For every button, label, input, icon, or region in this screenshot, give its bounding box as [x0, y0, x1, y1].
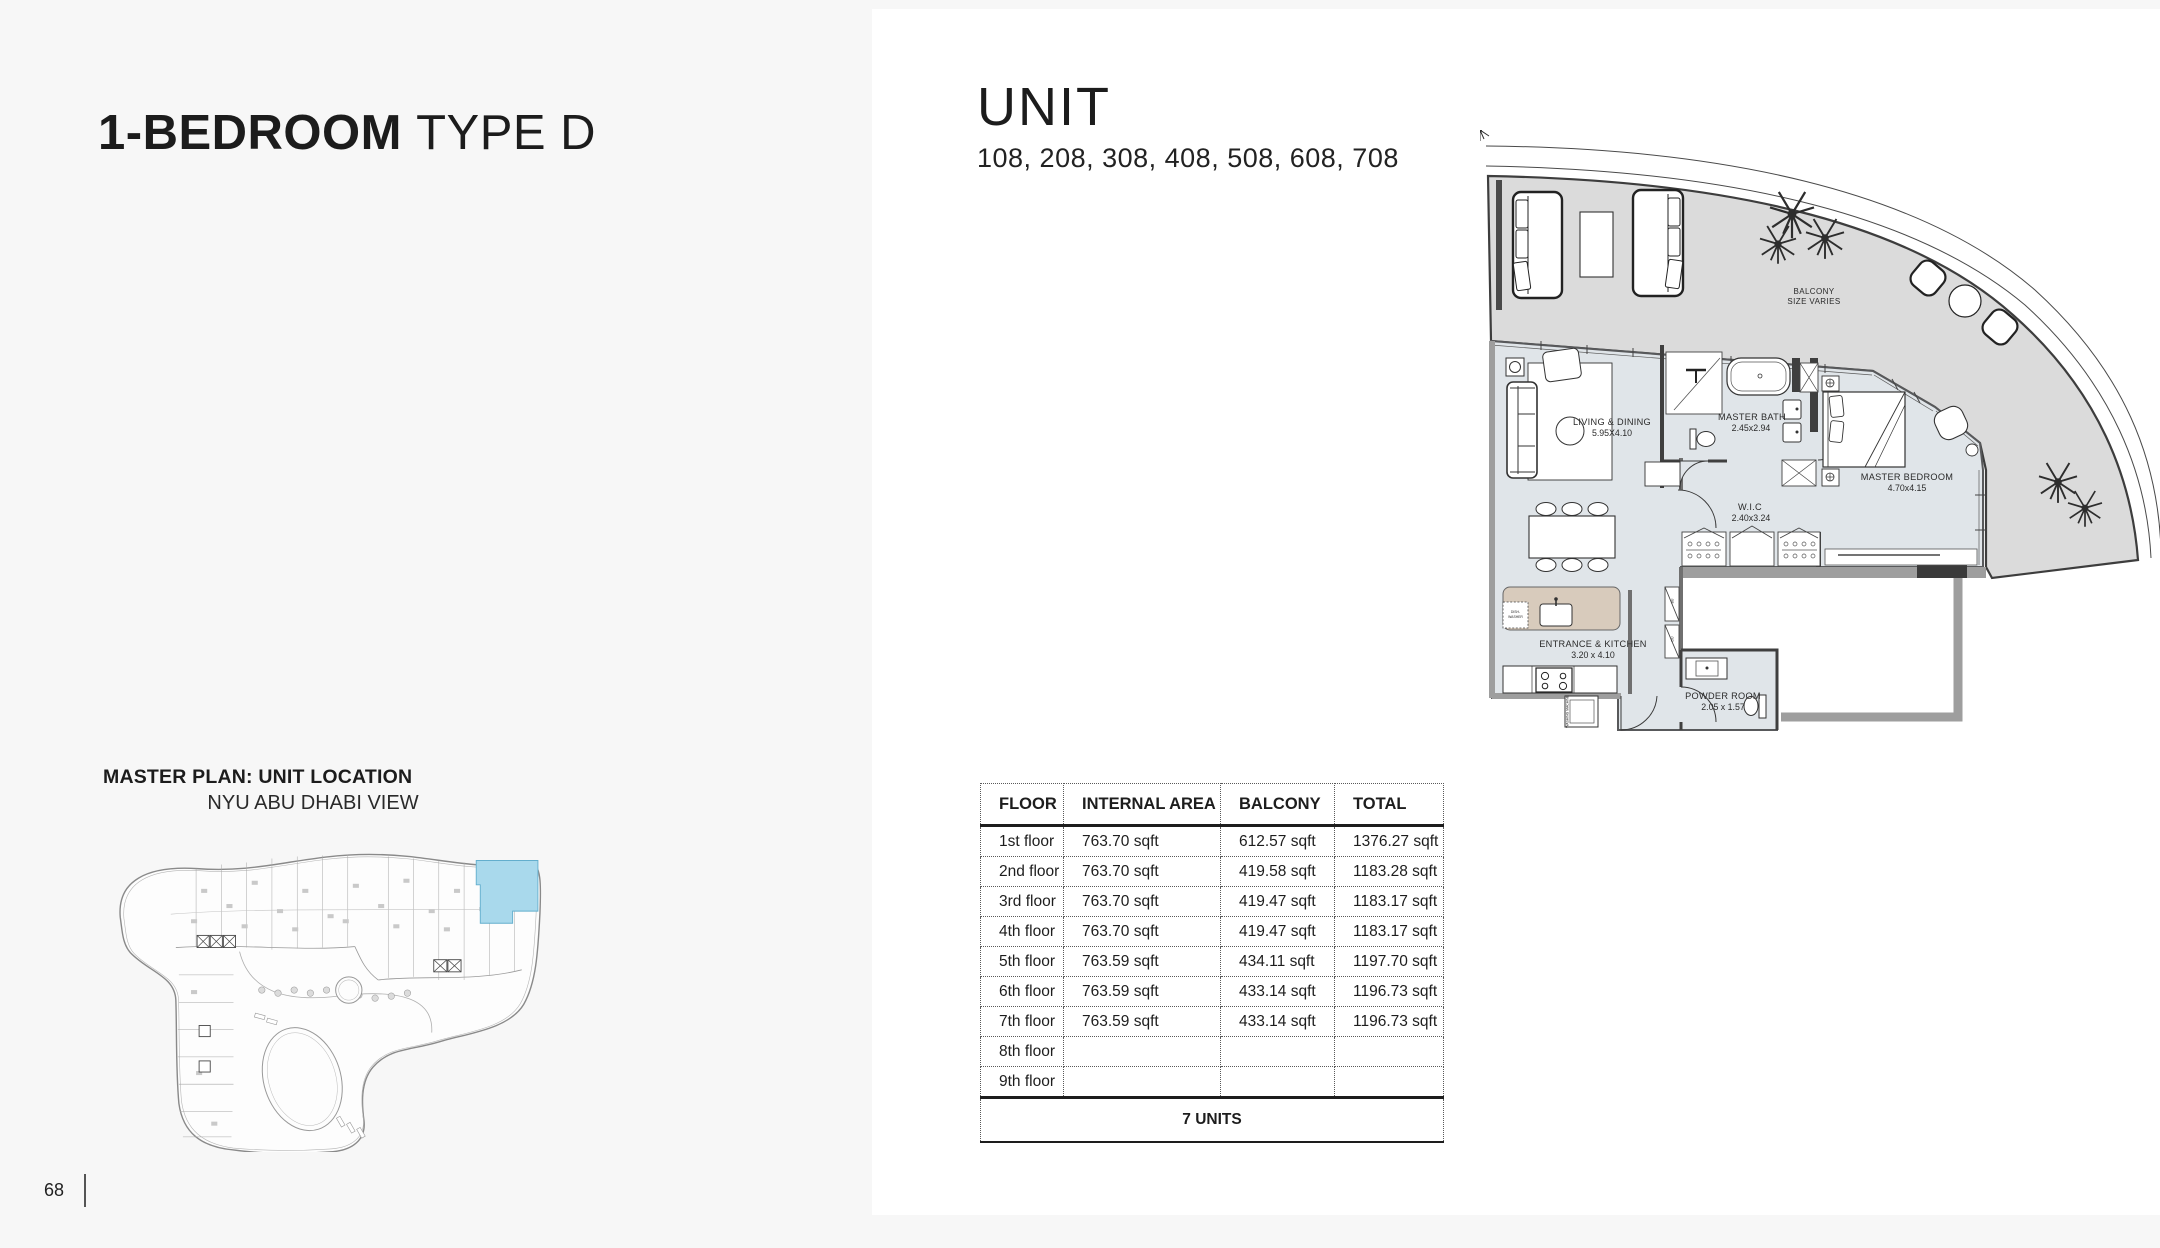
table-row	[981, 1037, 1444, 1067]
table-cell: 433.14 sqft	[1221, 1007, 1335, 1037]
table-cell: 6th floor	[981, 977, 1064, 1007]
table-cell	[1335, 1067, 1444, 1098]
table-cell: 434.11 sqft	[1221, 947, 1335, 977]
balcony-sofa-left	[1513, 192, 1562, 298]
area-table	[980, 783, 1444, 1143]
col-header-total: TOTAL	[1335, 784, 1444, 826]
col-header-internal: INTERNAL AREA	[1064, 784, 1221, 826]
kitchen-south-wall	[1492, 693, 1621, 699]
balcony-sofa-right	[1633, 190, 1683, 296]
table-row	[981, 1007, 1444, 1037]
table-footer-cell: 7 UNITS	[981, 1098, 1444, 1143]
table-row	[981, 977, 1444, 1007]
room-powder-name: POWDER ROOM	[1685, 691, 1761, 701]
table-cell: 419.47 sqft	[1221, 887, 1335, 917]
table-cell	[1221, 1037, 1335, 1067]
unit-heading: UNIT	[977, 77, 1111, 137]
table-cell: 7th floor	[981, 1007, 1064, 1037]
page-number-divider	[84, 1174, 86, 1207]
table-cell: 1197.70 sqft	[1335, 947, 1444, 977]
balcony-left-wall	[1496, 180, 1502, 310]
table-cell: 1376.27 sqft	[1335, 826, 1444, 857]
col-header-balcony: BALCONY	[1221, 784, 1335, 826]
south-wall-dark-segment	[1917, 564, 1967, 578]
table-cell: 4th floor	[981, 917, 1064, 947]
balcony-label-2: SIZE VARIES	[1787, 297, 1841, 306]
table-cell: 433.14 sqft	[1221, 977, 1335, 1007]
table-cell: 763.70 sqft	[1064, 917, 1221, 947]
table-cell: 763.70 sqft	[1064, 857, 1221, 887]
table-cell: 2nd floor	[981, 857, 1064, 887]
table-cell: 1196.73 sqft	[1335, 1007, 1444, 1037]
dishwasher-label-2: WASHER	[1508, 615, 1523, 619]
neighbor-parapet	[1781, 578, 1958, 717]
area-table-body	[981, 826, 1444, 1098]
table-cell: 1183.28 sqft	[1335, 857, 1444, 887]
table-row	[981, 947, 1444, 977]
table-row	[981, 1067, 1444, 1098]
wardrobes	[1682, 526, 1820, 566]
col-header-floor: FLOOR	[981, 784, 1064, 826]
west-wall	[1489, 341, 1495, 698]
room-wic-name: W.I.C	[1738, 502, 1762, 512]
table-cell: 763.59 sqft	[1064, 977, 1221, 1007]
table-cell: 5th floor	[981, 947, 1064, 977]
table-row	[981, 887, 1444, 917]
balcony-coffee-table	[1580, 212, 1613, 277]
table-row	[981, 826, 1444, 857]
master-plan-view-title: NYU ABU DHABI VIEW	[207, 792, 419, 814]
table-cell: 419.47 sqft	[1221, 917, 1335, 947]
room-bedroom-name: MASTER BEDROOM	[1860, 472, 1954, 482]
table-cell: 8th floor	[981, 1037, 1064, 1067]
table-cell: 763.70 sqft	[1064, 826, 1221, 857]
room-bath-dim: 2.45x2.94	[1731, 423, 1771, 433]
table-footer-row	[981, 1098, 1444, 1143]
table-cell: 3rd floor	[981, 887, 1064, 917]
table-cell: 612.57 sqft	[1221, 826, 1335, 857]
unit-numbers: 108, 208, 308, 408, 508, 608, 708	[977, 143, 1399, 173]
table-cell: 9th floor	[981, 1067, 1064, 1098]
room-wic-dim: 2.40x3.24	[1731, 513, 1771, 523]
washing-machine-label: WASHING MACHINE	[1565, 695, 1570, 728]
table-cell: 763.59 sqft	[1064, 1007, 1221, 1037]
room-powder-dim: 2.05 x 1.57	[1701, 702, 1745, 712]
room-living-name: LIVING & DINING	[1572, 417, 1652, 427]
table-cell: 1183.17 sqft	[1335, 887, 1444, 917]
room-bath-name: MASTER BATH	[1718, 412, 1786, 422]
table-cell: 419.58 sqft	[1221, 857, 1335, 887]
room-kitchen-dim: 3.20 x 4.10	[1571, 650, 1615, 660]
corridor-east-wall	[1679, 567, 1683, 650]
page-title	[98, 105, 596, 161]
dishwasher-label-1: DISH-	[1510, 610, 1521, 614]
balcony-label-1: BALCONY	[1793, 287, 1835, 296]
room-living-dim: 5.95X4.10	[1591, 428, 1633, 438]
table-cell	[1064, 1067, 1221, 1098]
table-cell: 763.59 sqft	[1064, 947, 1221, 977]
living-furniture	[1506, 348, 1612, 480]
table-header-row	[981, 784, 1444, 826]
room-bedroom-dim: 4.70x4.15	[1887, 483, 1927, 493]
table-cell	[1064, 1037, 1221, 1067]
table-cell: 763.70 sqft	[1064, 887, 1221, 917]
table-cell: 1196.73 sqft	[1335, 977, 1444, 1007]
plant-icon	[1480, 130, 1490, 141]
master-plan-drawing	[100, 818, 545, 1152]
table-cell: 1st floor	[981, 826, 1064, 857]
room-kitchen-name: ENTRANCE & KITCHEN	[1539, 639, 1647, 649]
table-cell: 1183.17 sqft	[1335, 917, 1444, 947]
page-title-light: TYPE D	[416, 105, 597, 160]
table-cell	[1221, 1067, 1335, 1098]
page-title-bold: 1-BEDROOM	[98, 105, 402, 160]
master-plan-label: MASTER PLAN: UNIT LOCATION	[103, 766, 413, 788]
table-cell	[1335, 1037, 1444, 1067]
page-number: 68	[44, 1180, 65, 1200]
table-row	[981, 917, 1444, 947]
floor-plan-drawing	[1480, 130, 2160, 770]
table-row	[981, 857, 1444, 887]
closet-bottom-label: DU	[1670, 636, 1675, 642]
dining-set	[1529, 503, 1615, 572]
closet-top-label: BU	[1670, 598, 1675, 604]
